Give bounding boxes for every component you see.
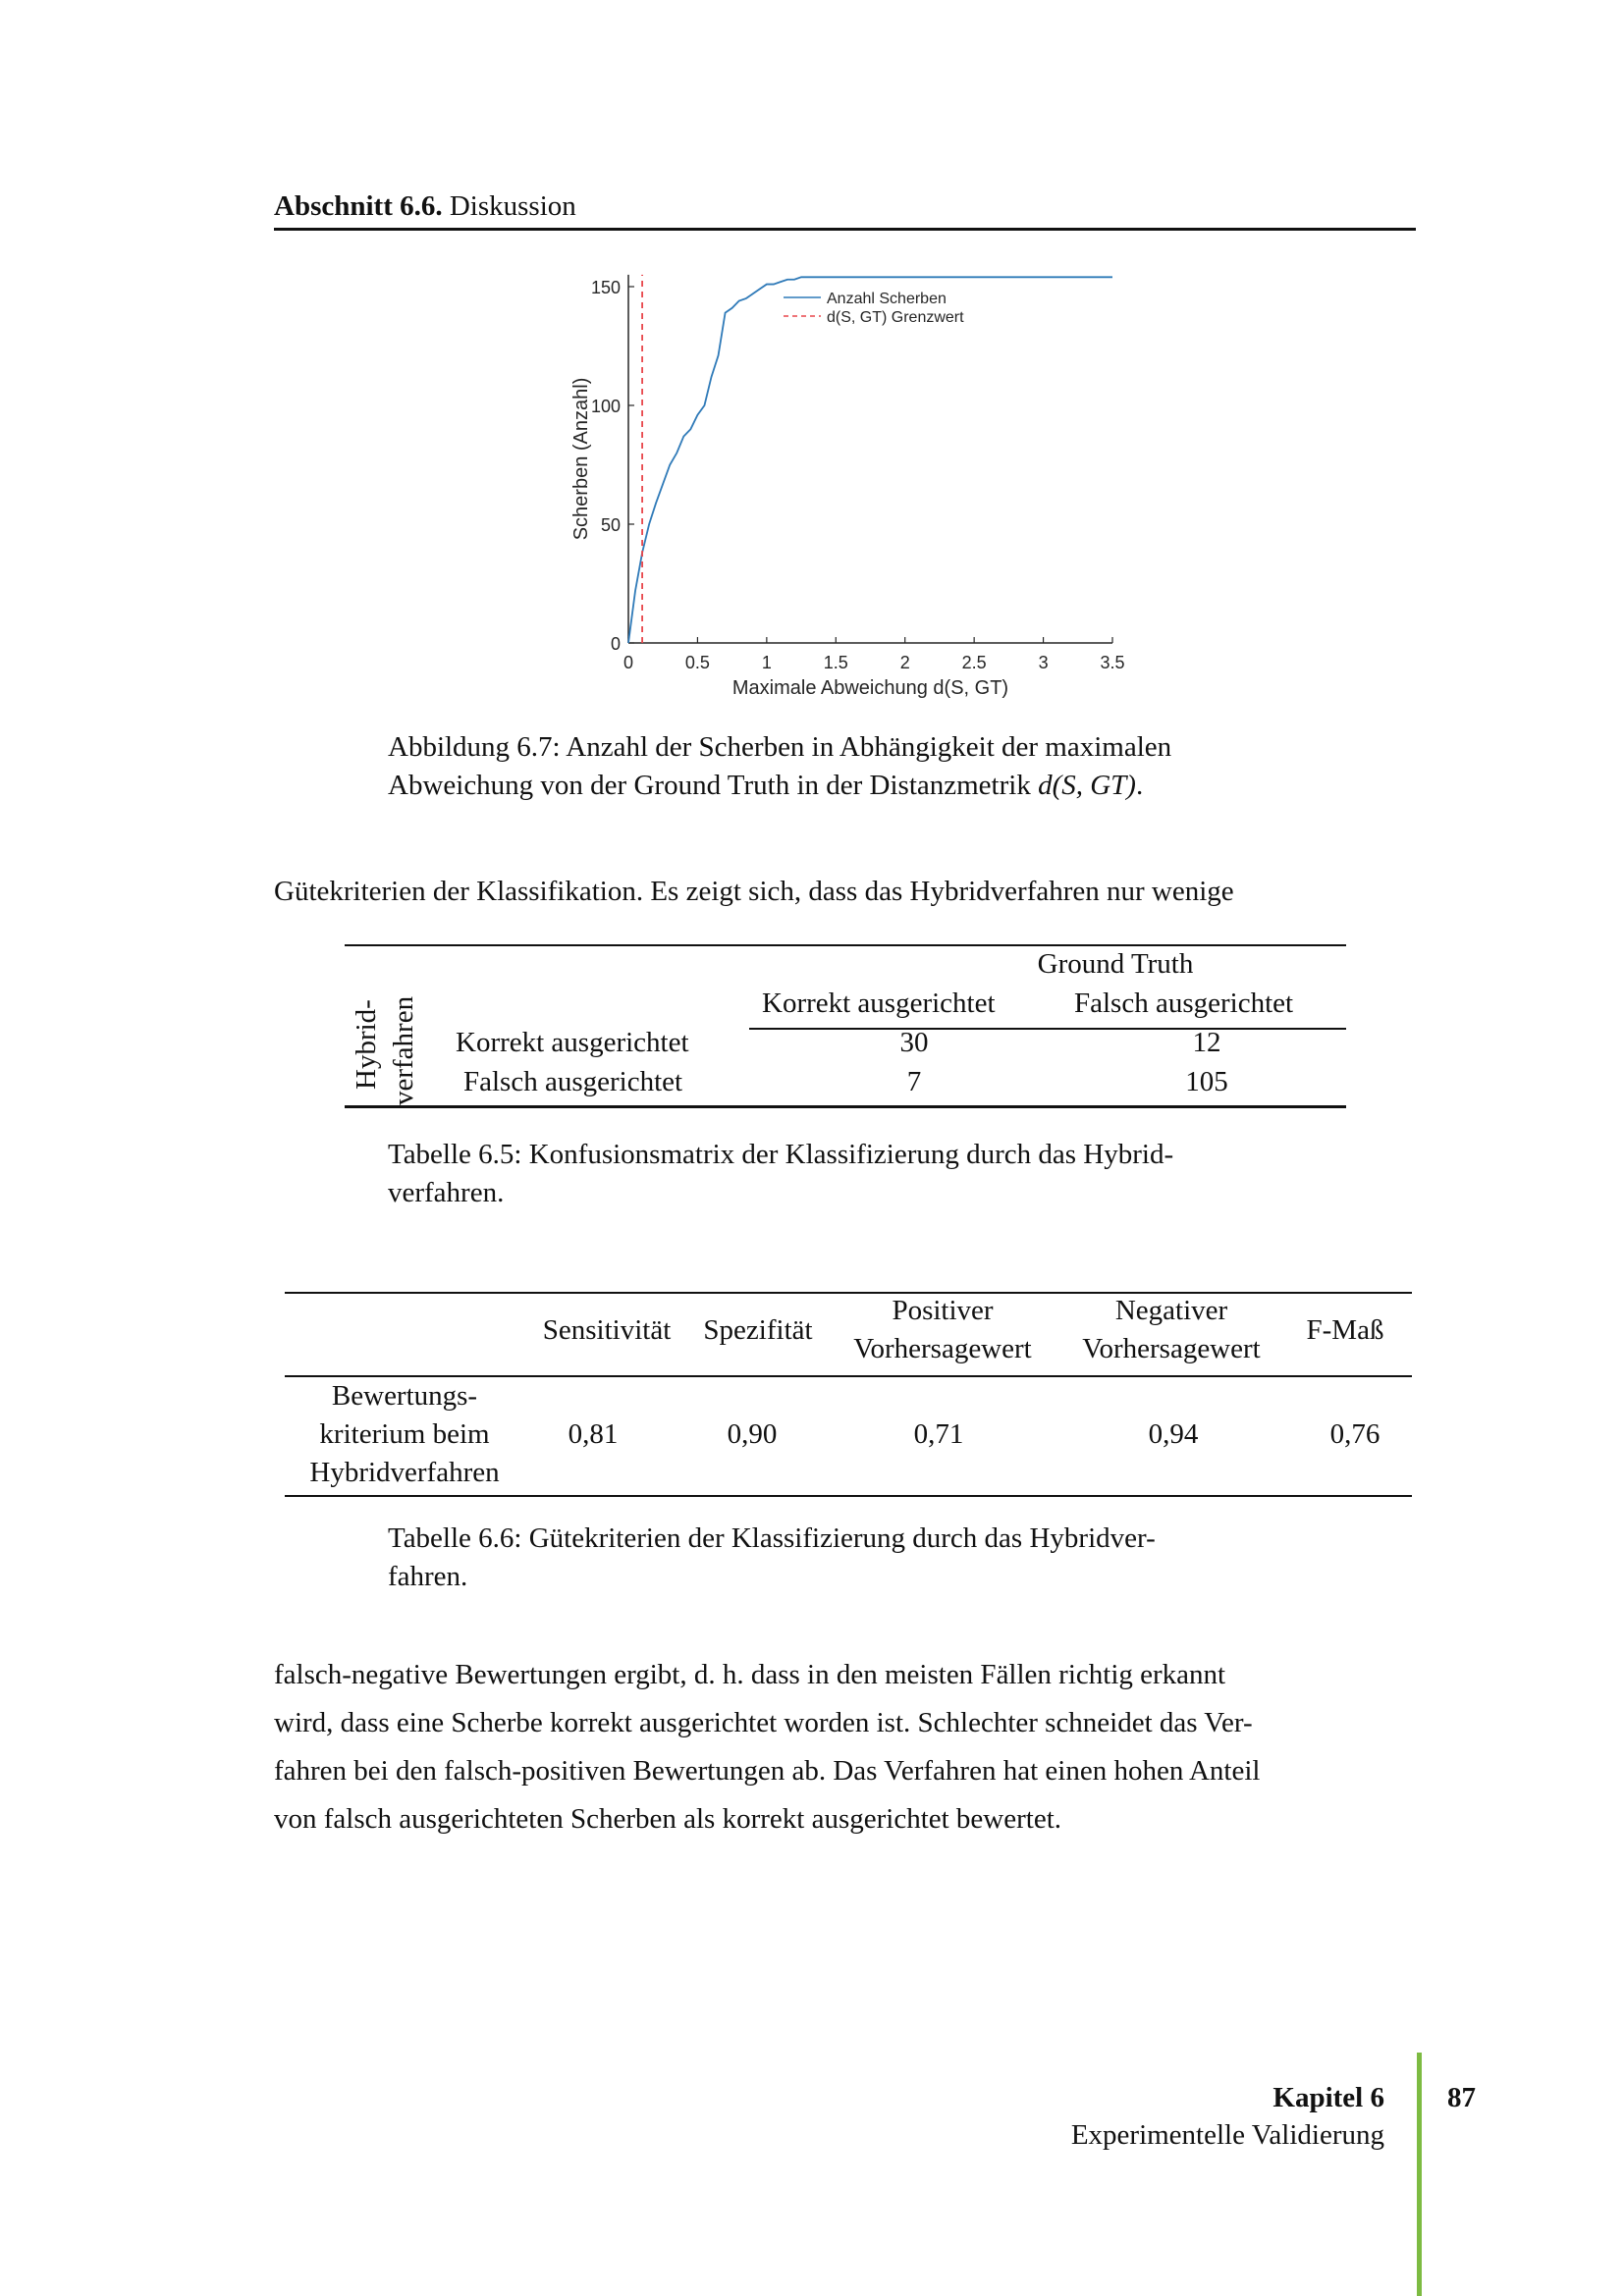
y-tick-label: 100 [590, 397, 621, 416]
chapter-title: Experimentelle Validierung [1070, 2119, 1384, 2151]
column-header: Falsch ausgerichtet [1074, 988, 1294, 1019]
line-chart [550, 267, 1159, 709]
table-cell: 0,76 [1329, 1418, 1380, 1450]
x-tick-label: 2 [899, 653, 910, 672]
page-number: 87 [1447, 2082, 1476, 2113]
column-header-line: Vorhersagewert [853, 1333, 1032, 1364]
x-tick-label: 1 [761, 653, 772, 672]
row-header-line: Bewertungs- [331, 1380, 478, 1412]
section-title: Diskussion [449, 190, 576, 222]
legend-label: Anzahl Scherben [827, 291, 947, 307]
column-header [839, 1292, 1046, 1368]
column-header [1068, 1292, 1274, 1368]
table-caption-line: fahren. [388, 1561, 468, 1592]
table-caption [388, 1136, 1321, 1212]
table-rule-bottom [285, 1495, 1412, 1497]
row-group-label [347, 958, 429, 1105]
table-caption-line: Tabelle 6.5: Konfusionsmatrix der Klassifizierung durch das Hybrid- [388, 1139, 1174, 1170]
table-caption-line: verfahren. [388, 1177, 505, 1208]
data-line [628, 277, 1112, 643]
figure-caption-line [388, 767, 1321, 805]
table-cell: 0,81 [568, 1418, 619, 1450]
caption-text: . [1135, 770, 1144, 801]
table-caption-line: Tabelle 6.6: Gütekriterien der Klassifizierung durch das Hybridver- [388, 1522, 1156, 1554]
x-tick-label: 3.5 [1100, 653, 1125, 672]
row-header-line: Hybridverfahren [309, 1457, 500, 1488]
column-group-header: Ground Truth [1037, 948, 1194, 980]
caption-text: Abweichung von der Ground Truth in der Distanzmetrik [388, 770, 1039, 801]
row-group-label-line: verfahren [388, 995, 419, 1105]
y-axis-label: Scherben (Anzahl) [570, 377, 592, 541]
chart-canvas [550, 267, 1159, 709]
x-tick-label: 0.5 [684, 653, 710, 672]
confusion-matrix-table [345, 944, 1346, 1109]
y-tick-label: 0 [610, 634, 621, 654]
table-cell: 12 [1192, 1027, 1221, 1058]
body-paragraph: Gütekriterien der Klassifikation. Es zeigt sich, dass das Hybridverfahren nur wenige [274, 876, 1234, 907]
row-header: Falsch ausgerichtet [463, 1066, 683, 1097]
column-header-line: Negativer [1114, 1295, 1228, 1326]
column-header: Sensitivität [542, 1314, 672, 1346]
table-cell: 7 [906, 1066, 922, 1097]
row-header-line: kriterium beim [319, 1418, 490, 1450]
chapter-label: Kapitel 6 [1272, 2082, 1384, 2113]
running-header [274, 188, 1416, 224]
x-tick-label: 0 [623, 653, 634, 672]
table-rule-bottom [345, 1105, 1346, 1108]
y-tick-label: 50 [600, 515, 621, 535]
table-caption [388, 1520, 1321, 1596]
x-tick-label: 1.5 [823, 653, 848, 672]
body-paragraph [274, 1651, 1416, 1843]
paragraph-line: falsch-negative Bewertungen ergibt, d. h. dass in den meisten Fällen richtig erkannt [274, 1659, 1226, 1690]
row-group-label-line: Hybrid- [351, 999, 382, 1090]
column-header: Korrekt ausgerichtet [762, 988, 996, 1019]
column-header: F-Maß [1306, 1314, 1384, 1346]
x-axis-label: Maximale Abweichung d(S, GT) [731, 677, 1009, 699]
table-cell: 105 [1185, 1066, 1228, 1097]
column-header-line: Positiver [892, 1295, 994, 1326]
column-header-line: Vorhersagewert [1082, 1333, 1261, 1364]
row-header: Korrekt ausgerichtet [456, 1027, 689, 1058]
column-header: Spezifität [703, 1314, 813, 1346]
paragraph-line: von falsch ausgerichteten Scherben als korrekt ausgerichtet bewertet. [274, 1803, 1062, 1835]
table-cell: 0,90 [727, 1418, 778, 1450]
quality-criteria-table [285, 1292, 1412, 1498]
math-expression: d(S, GT) [1038, 770, 1136, 801]
footer-accent-bar [1417, 2053, 1422, 2296]
figure-caption-line: Abbildung 6.7: Anzahl der Scherben in Abhängigkeit der maximalen [388, 731, 1172, 763]
x-tick-label: 2.5 [961, 653, 987, 672]
table-cell: 30 [899, 1027, 929, 1058]
figure-caption [388, 728, 1321, 805]
paragraph-line: wird, dass eine Scherbe korrekt ausgerichtet worden ist. Schlechter schneidet das Ver- [274, 1707, 1253, 1738]
y-tick-label: 150 [590, 278, 621, 297]
table-cell: 0,94 [1148, 1418, 1199, 1450]
row-header [285, 1377, 524, 1492]
legend-label: d(S, GT) Grenzwert [827, 309, 964, 326]
header-rule [274, 228, 1416, 231]
paragraph-line: fahren bei den falsch-positiven Bewertungen ab. Das Verfahren hat einen hohen Anteil [274, 1755, 1261, 1787]
x-tick-label: 3 [1038, 653, 1049, 672]
table-cell: 0,71 [913, 1418, 964, 1450]
section-label: Abschnitt 6.6. [274, 190, 443, 222]
chapter-footer [1071, 2079, 1384, 2154]
